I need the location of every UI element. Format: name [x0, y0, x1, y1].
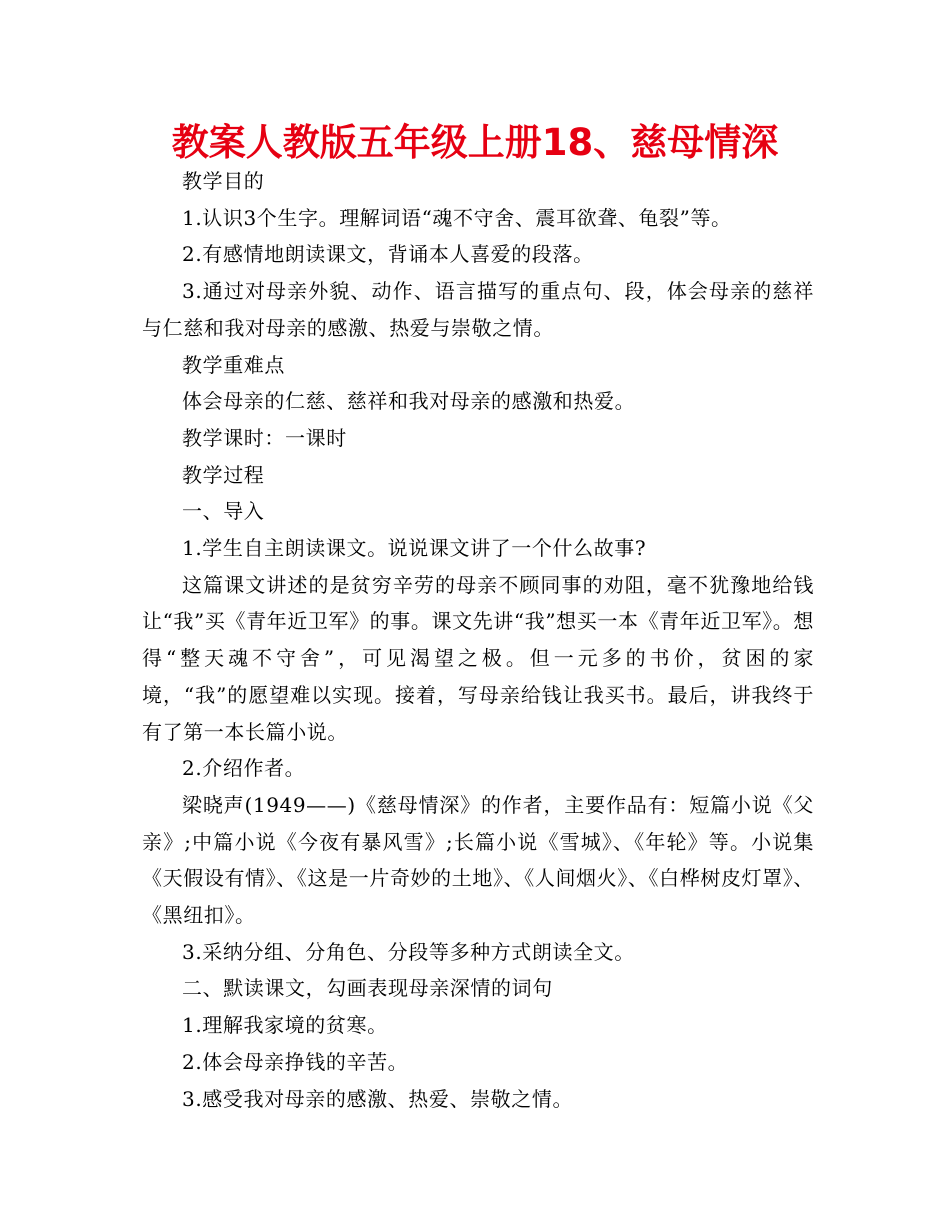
objective-item-3: 3.通过对母亲外貌、动作、语言描写的重点句、段，体会母亲的慈祥与仁慈和我对母亲的感激、热爱与崇敬之情。	[142, 279, 814, 340]
reading-item-2: 2.体会母亲挣钱的辛苦。	[182, 1049, 409, 1074]
section-heading-process: 教学过程	[182, 462, 265, 487]
reading-item-1: 1.理解我家境的贫寒。	[182, 1013, 388, 1038]
intro-item-3: 3.采纳分组、分角色、分段等多种方式朗读全文。	[182, 939, 635, 964]
subsection-heading-intro: 一、导入	[182, 499, 265, 524]
subsection-heading-silent-reading: 二、默读课文，勾画表现母亲深情的词句	[182, 976, 553, 1001]
section-heading-objectives: 教学目的	[182, 169, 265, 193]
section-heading-key-points: 教学重难点	[182, 352, 285, 377]
intro-item-2: 2.介绍作者。	[182, 756, 306, 781]
story-summary-paragraph: 这篇课文讲述的是贫穷辛劳的母亲不顾同事的劝阻，毫不犹豫地给钱让“我”买《青年近卫军》的事。课文先讲“我”想买一本《青年近卫军》。想得“整天魂不守舍”，可见渴望之极。但一元多的书价，贫困的家境，“我”的愿望难以实现。接着，写母亲给钱让我买书。最后，讲我终于有了第一本长篇小说。	[142, 572, 814, 744]
intro-item-1: 1.学生自主朗读课文。说说课文讲了一个什么故事?	[182, 536, 647, 561]
objective-item-1: 1.认识3个生字。理解词语“魂不守舍、震耳欲聋、龟裂”等。	[182, 205, 732, 230]
class-hours-text: 教学课时：一课时	[182, 425, 347, 450]
reading-item-3: 3.感受我对母亲的感激、热爱、崇敬之情。	[182, 1086, 574, 1111]
objective-item-2: 2.有感情地朗读课文，背诵本人喜爱的段落。	[182, 242, 594, 267]
document-body	[142, 163, 814, 1117]
key-points-text: 体会母亲的仁慈、慈祥和我对母亲的感激和热爱。	[182, 389, 636, 414]
document-title: 教案人教版五年级上册18、慈母情深	[171, 121, 779, 164]
author-paragraph: 梁晓声(1949——)《慈母情深》的作者，主要作品有：短篇小说《父亲》;中篇小说《今夜有暴风雪》;长篇小说《雪城》、《年轮》等。小说集《天假设有情》、《这是一片奇妙的土地》、《人间烟火》、《白桦树皮灯罩》、《黑纽扣》。	[142, 792, 814, 928]
